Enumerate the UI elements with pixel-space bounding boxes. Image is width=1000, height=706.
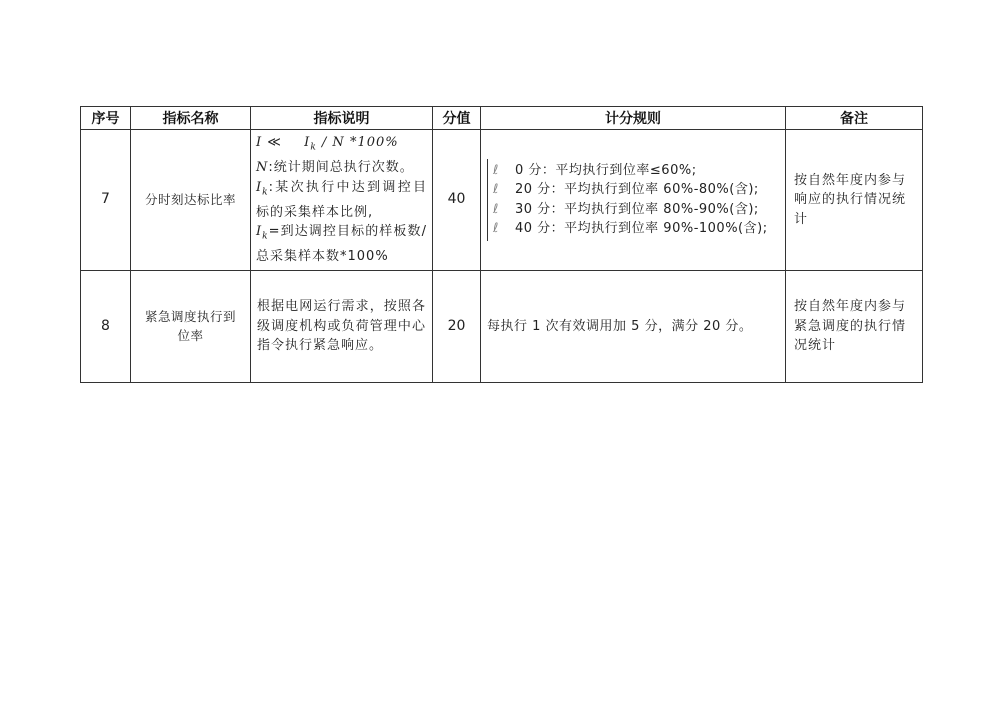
- desc-line-ik-formula: [256, 222, 427, 267]
- header-no: 序号: [81, 107, 131, 130]
- rule-text: 30 分：平均执行到位率 80%-90%(含);: [515, 201, 759, 217]
- row-number: 8: [81, 270, 131, 382]
- header-rules: 计分规则: [481, 107, 786, 130]
- desc-line-n: [256, 158, 427, 178]
- indicator-name: 紧急调度执行到位率: [131, 270, 251, 382]
- score-table: [80, 106, 923, 383]
- bullet-icon: ℓ: [493, 201, 499, 217]
- formula-subscript: k: [310, 142, 317, 153]
- table-header-row: [81, 107, 923, 130]
- header-name: 指标名称: [131, 107, 251, 130]
- symbol-n: N: [256, 160, 269, 176]
- formula-line: [256, 133, 427, 158]
- symbol-ik2-sub: k: [262, 231, 269, 242]
- formula-lhs: I: [256, 135, 263, 150]
- rule-text: 40 分：平均执行到位率 90%-100%(含);: [515, 221, 768, 237]
- table-row: [81, 130, 923, 271]
- formula-rest: / N *100%: [321, 135, 399, 150]
- formula-operator: ≪: [267, 135, 282, 150]
- symbol-ik-sub: k: [262, 187, 269, 198]
- header-score: 分值: [433, 107, 481, 130]
- indicator-description: 根据电网运行需求，按照各级调度机构或负荷管理中心指令执行紧急响应。: [251, 270, 433, 382]
- remark: 按自然年度内参与紧急调度的执行情况统计: [786, 270, 923, 382]
- header-desc: 指标说明: [251, 107, 433, 130]
- rules-list: [487, 159, 779, 241]
- bullet-icon: ℓ: [493, 221, 499, 237]
- header-note: 备注: [786, 107, 923, 130]
- formula-symbol: I: [304, 135, 311, 150]
- bullet-icon: ℓ: [493, 182, 499, 198]
- rule-item: [493, 180, 779, 200]
- table-row: [81, 270, 923, 382]
- desc-ik-text: :某次执行中达到调控目标的采集样本比例,: [256, 179, 427, 220]
- score-value: 40: [433, 130, 481, 271]
- desc-ik-formula-text: =到达调控目标的样板数/总采集样本数*100%: [256, 224, 427, 265]
- remark: 按自然年度内参与响应的执行情况统计: [786, 130, 923, 271]
- rule-item: [493, 200, 779, 220]
- rule-item: [493, 161, 779, 181]
- indicator-name: 分时刻达标比率: [131, 130, 251, 271]
- desc-n-text: :统计期间总执行次数。: [268, 160, 414, 176]
- symbol-ik2: I: [256, 224, 263, 240]
- indicator-description: [251, 130, 433, 271]
- rule-text: 0 分：平均执行到位率≤60%;: [515, 162, 697, 178]
- bullet-icon: ℓ: [493, 162, 499, 178]
- rule-item: [493, 219, 779, 239]
- scoring-rules: 每执行 1 次有效调用加 5 分，满分 20 分。: [481, 270, 786, 382]
- symbol-ik: I: [256, 179, 263, 195]
- score-value: 20: [433, 270, 481, 382]
- rule-text: 20 分：平均执行到位率 60%-80%(含);: [515, 182, 759, 198]
- desc-line-ik: [256, 178, 427, 223]
- scoring-rules: [481, 130, 786, 271]
- row-number: 7: [81, 130, 131, 271]
